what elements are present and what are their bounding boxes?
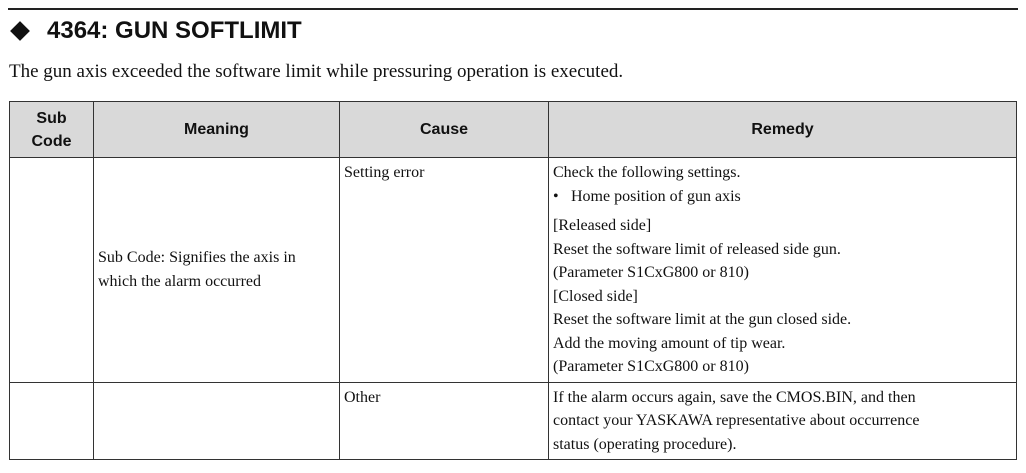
remedy-line: Reset the software limit at the gun closed side. — [553, 311, 852, 328]
remedy-line: contact your YASKAWA representative about occurrence — [553, 412, 920, 429]
remedy-line: If the alarm occurs again, save the CMOS.BIN, and then — [553, 388, 916, 406]
cause-cell: Setting error — [340, 158, 549, 383]
alarm-description: The gun axis exceeded the software limit while pressuring operation is executed. — [9, 61, 624, 82]
alarm-title: 4364: GUN SOFTLIMIT — [47, 17, 302, 44]
table-row — [10, 158, 1017, 383]
remedy-line: (Parameter S1CxG800 or 810) — [553, 264, 749, 281]
header-remedy: Remedy — [549, 102, 1017, 158]
header-meaning: Meaning — [94, 102, 340, 158]
meaning-line: which the alarm occurred — [98, 272, 262, 290]
meaning-line: Sub Code: Signifies the axis in — [98, 249, 296, 267]
header-cause: Cause — [340, 102, 549, 158]
sub-code-cell — [10, 158, 94, 383]
remedy-line: Check the following settings. — [553, 164, 741, 181]
cause-cell: Other — [340, 382, 549, 460]
header-sub-code-line1: Sub — [36, 109, 67, 127]
remedy-cell — [549, 158, 1017, 383]
remedy-subheading: [Released side] — [553, 217, 652, 234]
meaning-cell — [94, 158, 340, 383]
header-sub-code — [10, 102, 94, 158]
remedy-line: Add the moving amount of tip wear. — [553, 334, 786, 352]
diamond-bullet-icon — [10, 21, 30, 41]
header-sub-code-line2: Code — [31, 132, 72, 150]
remedy-bullet-item — [553, 185, 1012, 209]
bullet-icon: • — [553, 187, 559, 205]
top-rule — [8, 8, 1018, 10]
table-header-row — [10, 102, 1017, 158]
remedy-subheading: [Closed side] — [553, 287, 638, 305]
sub-code-cell — [10, 382, 94, 460]
remedy-bullet-text: Home position of gun axis — [571, 187, 741, 205]
meaning-cell — [94, 382, 340, 460]
remedy-line: status (operating procedure). — [553, 435, 737, 453]
alarm-table — [9, 101, 1017, 460]
remedy-cell — [549, 382, 1017, 460]
remedy-line: (Parameter S1CxG800 or 810) — [553, 358, 749, 375]
table-row — [10, 382, 1017, 460]
alarm-heading — [9, 16, 302, 46]
remedy-line: Reset the software limit of released side gun. — [553, 240, 841, 258]
